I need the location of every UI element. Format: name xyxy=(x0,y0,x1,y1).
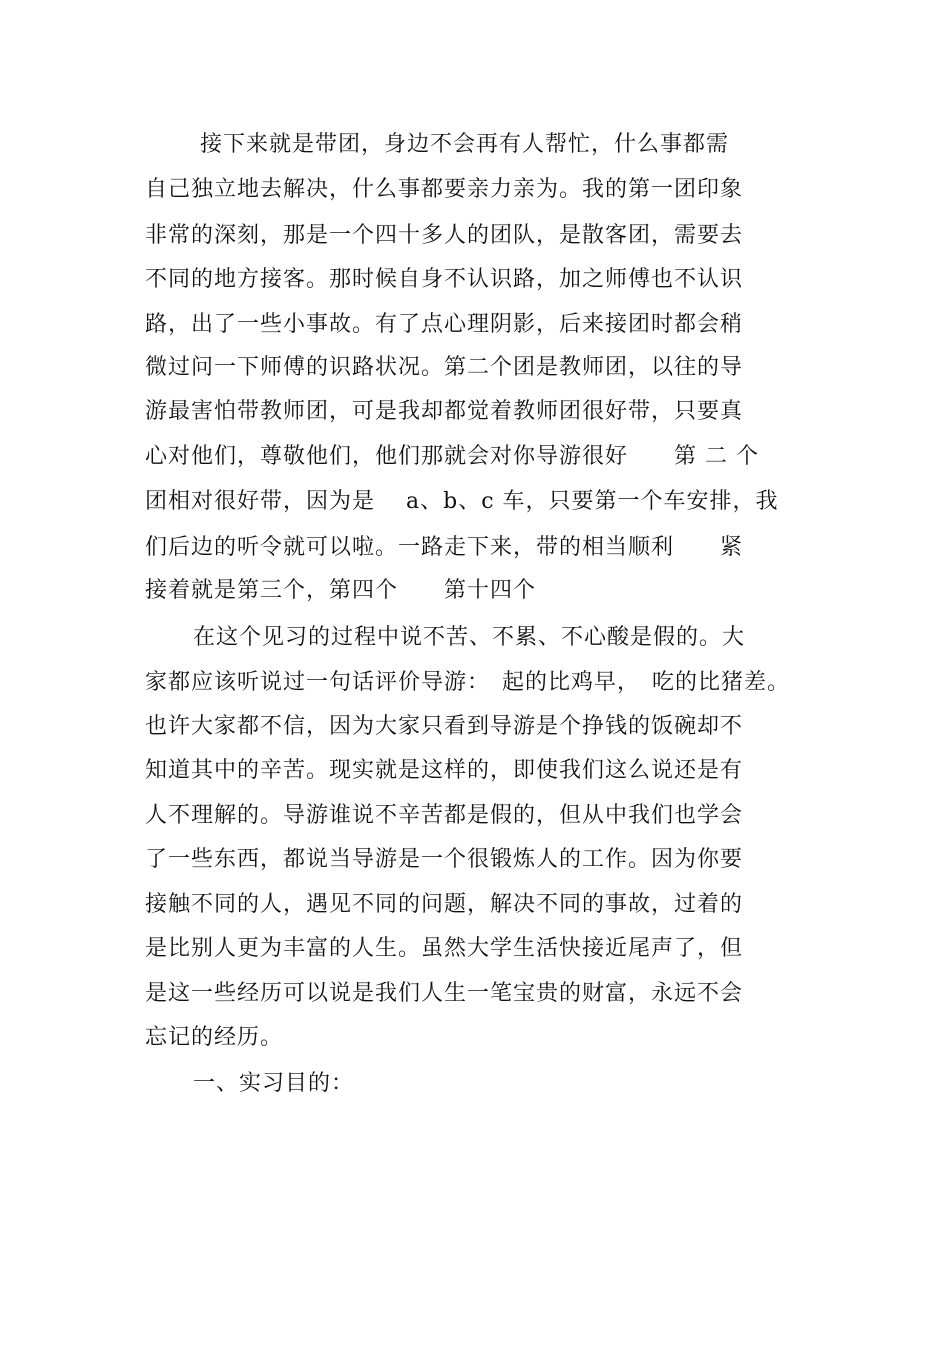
paragraph-line: 游最害怕带教师团，可是我却都觉着教师团很好带，只要真 xyxy=(145,399,744,424)
paragraph-line: 是这一些经历可以说是我们人生一笔宝贵的财富，永远不会 xyxy=(145,981,744,1006)
section-heading: 一、实习目的： xyxy=(193,1071,355,1096)
paragraph-line: 接下来就是带团，身边不会再有人帮忙，什么事都需 xyxy=(200,132,730,157)
paragraph-line: 在这个见习的过程中说不苦、不累、不心酸是假的。大 xyxy=(193,625,746,650)
paragraph-line: 微过问一下师傅的识路状况。第二个团是教师团，以往的导 xyxy=(145,355,744,380)
paragraph-line: 心对他们，尊敬他们，他们那就会对你导游很好 第 二 个 xyxy=(145,444,759,469)
paragraph-line: 们后边的听令就可以啦。一路走下来，带的相当顺利 紧 xyxy=(145,535,744,560)
paragraph-line: 非常的深刻，那是一个四十多人的团队，是散客团，需要去 xyxy=(145,223,744,248)
paragraph-line: 路，出了一些小事故。有了点心理阴影，后来接团时都会稍 xyxy=(145,312,744,337)
paragraph-line: 接触不同的人，遇见不同的问题，解决不同的事故，过着的 xyxy=(145,892,744,917)
paragraph-line: 不同的地方接客。那时候自身不认识路，加之师傅也不认识 xyxy=(145,267,744,292)
paragraph-line: 知道其中的辛苦。现实就是这样的，即使我们这么说还是有 xyxy=(145,758,744,783)
paragraph-line: 接着就是第三个，第四个 第十四个 xyxy=(145,578,537,603)
paragraph-line: 人不理解的。导游谁说不辛苦都是假的，但从中我们也学会 xyxy=(145,803,744,828)
paragraph-line: 家都应该听说过一句话评价导游： 起的比鸡早， 吃的比猪差。 xyxy=(145,670,791,695)
paragraph-line: 也许大家都不信，因为大家只看到导游是个挣钱的饭碗却不 xyxy=(145,714,744,739)
paragraph-line: 忘记的经历。 xyxy=(145,1025,284,1050)
paragraph-line: 团相对很好带，因为是 a、b、c 车，只要第一个车安排，我 xyxy=(145,489,779,514)
paragraph-line: 了一些东西，都说当导游是一个很锻炼人的工作。因为你要 xyxy=(145,847,744,872)
paragraph-line: 是比别人更为丰富的人生。虽然大学生活快接近尾声了，但 xyxy=(145,936,744,961)
paragraph-line: 自己独立地去解决，什么事都要亲力亲为。我的第一团印象 xyxy=(145,177,744,202)
